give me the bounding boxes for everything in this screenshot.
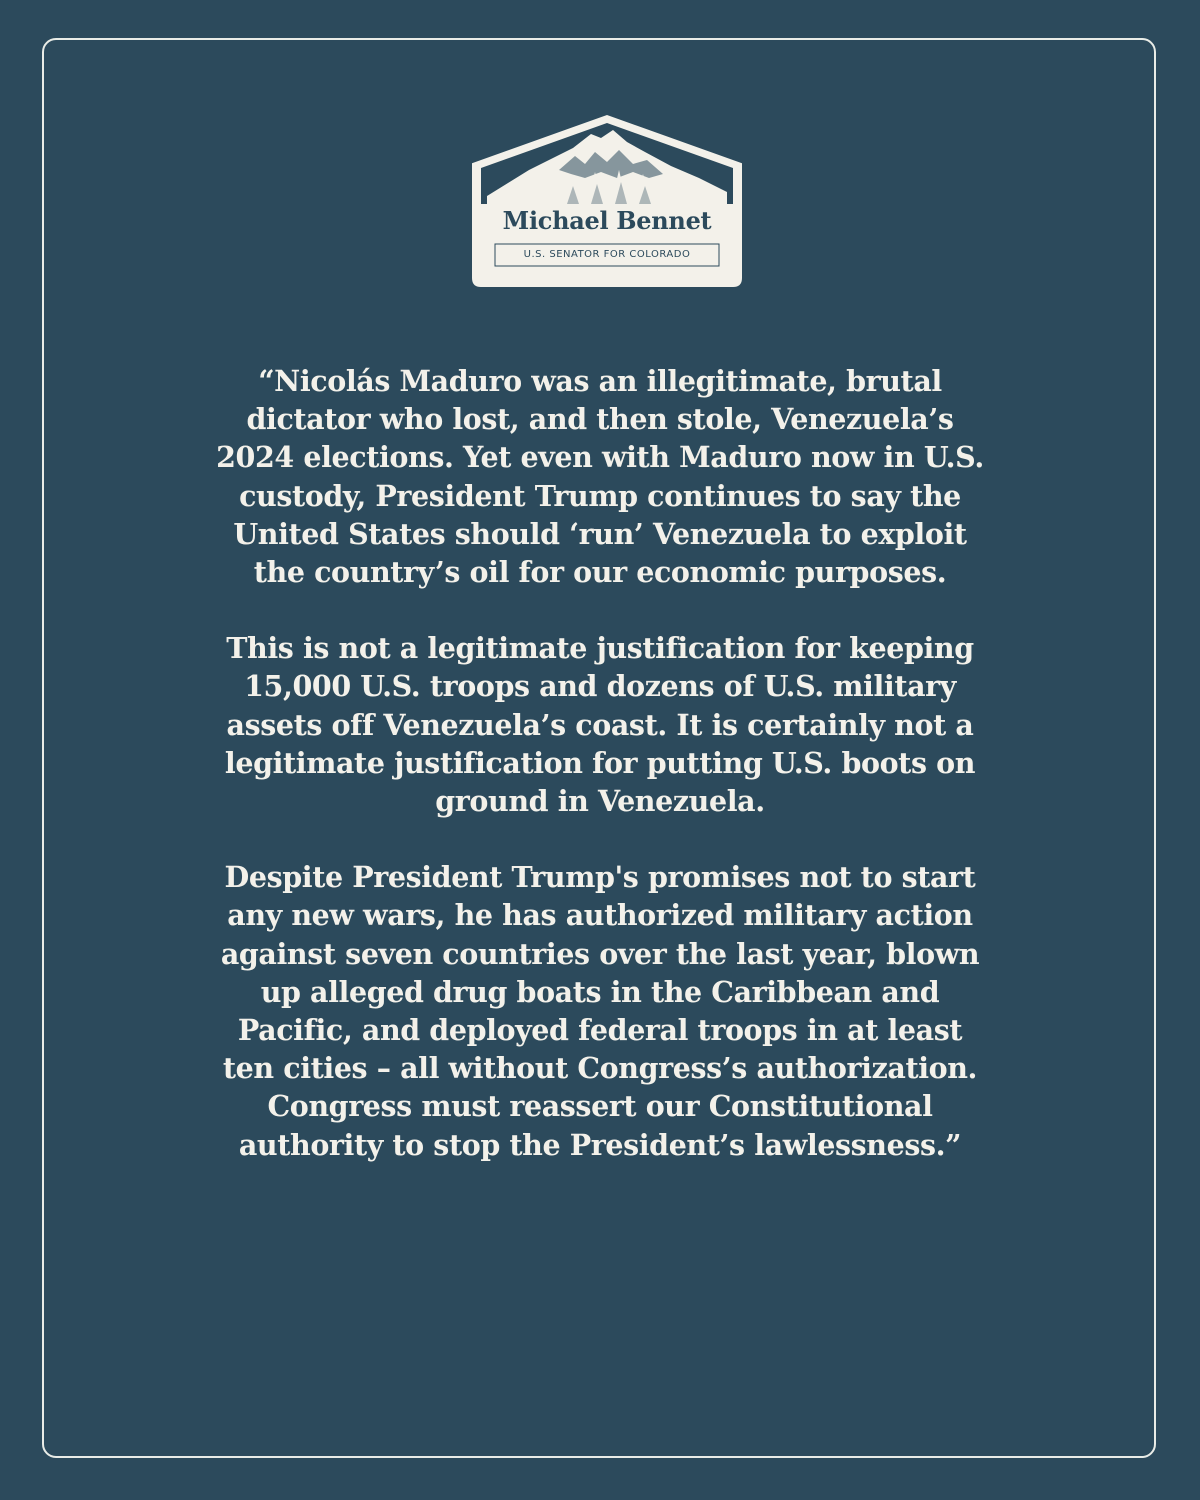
quote-statement <box>100 362 1100 1164</box>
logo-subtitle: U.S. SENATOR FOR COLORADO <box>523 249 691 260</box>
senator-logo <box>467 112 747 290</box>
statement-paragraph-2: This is not a legitimate justification for keeping 15,000 U.S. troops and dozens of U.S. military assets off Venezuela’s coast. It is certainly not a legitimate justification for putting U.S. boots on ground in Venezuela. <box>224 631 976 819</box>
statement-paragraph-3: Despite President Trump's promises not to start any new wars, he has authorized military action against seven countries over the last year, blown up alleged drug boats in the Caribbean and Pacific, and deployed federal troops in at least ten cities – all without Congress’s authorization. Congress must reassert our Constitutional authority to stop the President’s lawlessness.” <box>220 860 980 1162</box>
statement-paragraph-1: “Nicolás Maduro was an illegitimate, brutal dictator who lost, and then stole, Venezuela’s 2024 elections. Yet even with Maduro now in U.S. custody, President Trump continues to say the United States should ‘run’ Venezuela to exploit the country’s oil for our economic purposes. <box>216 364 984 590</box>
mountain-trees-badge-icon <box>467 112 747 290</box>
logo-name: Michael Bennet <box>502 206 712 235</box>
